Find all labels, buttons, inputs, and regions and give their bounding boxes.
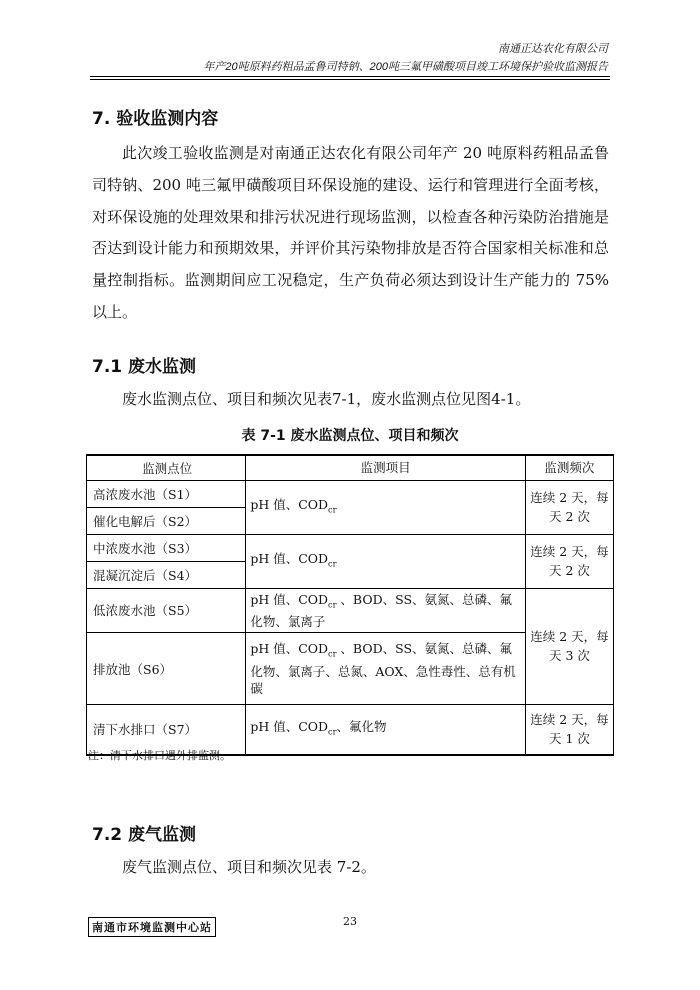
header-frequency: 监测频次 [525, 455, 613, 480]
frequency-s3-s4: 连续 2 天，每天 2 次 [525, 534, 613, 588]
point-s4: 混凝沉淀后（S4） [87, 561, 246, 588]
table-row [87, 534, 614, 561]
point-s7: 清下水排口（S7） [87, 705, 246, 755]
items-s1-s2: pH 值、$COD_{cr}$ [246, 480, 526, 534]
section-7-2-title: 7.2 废气监测 [92, 825, 197, 845]
section-7-1-title: 7.1 废水监测 [92, 357, 197, 377]
frequency-s5-s6: 连续 2 天，每天 3 次 [525, 588, 613, 705]
table-header-row [87, 455, 614, 480]
items-s7: pH 值、$COD_{cr}$、氟化物 [246, 705, 526, 755]
point-s6: 排放池（S6） [87, 633, 246, 705]
section-7-1-paragraph: 废水监测点位、项目和频次见表7-1，废水监测点位见图4-1。 [122, 390, 531, 408]
header-project-title: 年产20吨原料药粗品孟鲁司特钠、200吨三氟甲磺酸项目竣工环境保护验收监测报告 [203, 61, 608, 73]
header-divider [90, 76, 610, 80]
header-company: 南通正达农化有限公司 [498, 43, 608, 55]
table-row [87, 480, 614, 507]
items-s3-s4: pH 值、$COD_{cr}$ [246, 534, 526, 588]
table-note: 注：清下水排口遇外排监测。 [88, 749, 231, 762]
frequency-s1-s2: 连续 2 天，每天 2 次 [525, 480, 613, 534]
footer-logo: 南通市环境监测中心站 [88, 917, 216, 937]
section-7-paragraph: 此次竣工验收监测是对南通正达农化有限公司年产 20 吨原料药粗品孟鲁司特钠、200 吨三氟甲磺酸项目环保设施的建设、运行和管理进行全面考核，对环保设施的处理效果和排污状况进行现场监测，以检查各种污染防治措施是否达到设计能力和预期效果，并评价其污染物排放是否符合国家相关标准和总量控制指标。监测期间应工况稳定，生产负荷必须达到设计生产能力的 75%以上。 [92, 144, 609, 321]
section-7-title: 7. 验收监测内容 [92, 109, 219, 129]
point-s3: 中浓废水池（S3） [87, 534, 246, 561]
wastewater-monitoring-table [86, 454, 614, 756]
page-number: 23 [343, 915, 357, 928]
point-s2: 催化电解后（S2） [87, 507, 246, 534]
header-point: 监测点位 [87, 455, 246, 480]
header-item: 监测项目 [246, 455, 526, 480]
items-s6: pH 值、$COD_{cr}$ 、BOD、SS、氨氮、总磷、氟化物、氯离子、总氮、AOX、急性毒性、总有机碳 [246, 633, 526, 705]
table-7-1-title: 表 7-1 废水监测点位、项目和频次 [241, 428, 459, 444]
point-s5: 低浓废水池（S5） [87, 588, 246, 633]
table-row [87, 588, 614, 633]
frequency-s7: 连续 2 天，每天 1 次 [525, 705, 613, 755]
items-s5: pH 值、$COD_{cr}$ 、BOD、SS、氨氮、总磷、氟化物、氯离子 [246, 588, 526, 633]
section-7-2-paragraph: 废气监测点位、项目和频次见表 7-2。 [122, 858, 376, 876]
point-s1: 高浓废水池（S1） [87, 480, 246, 507]
